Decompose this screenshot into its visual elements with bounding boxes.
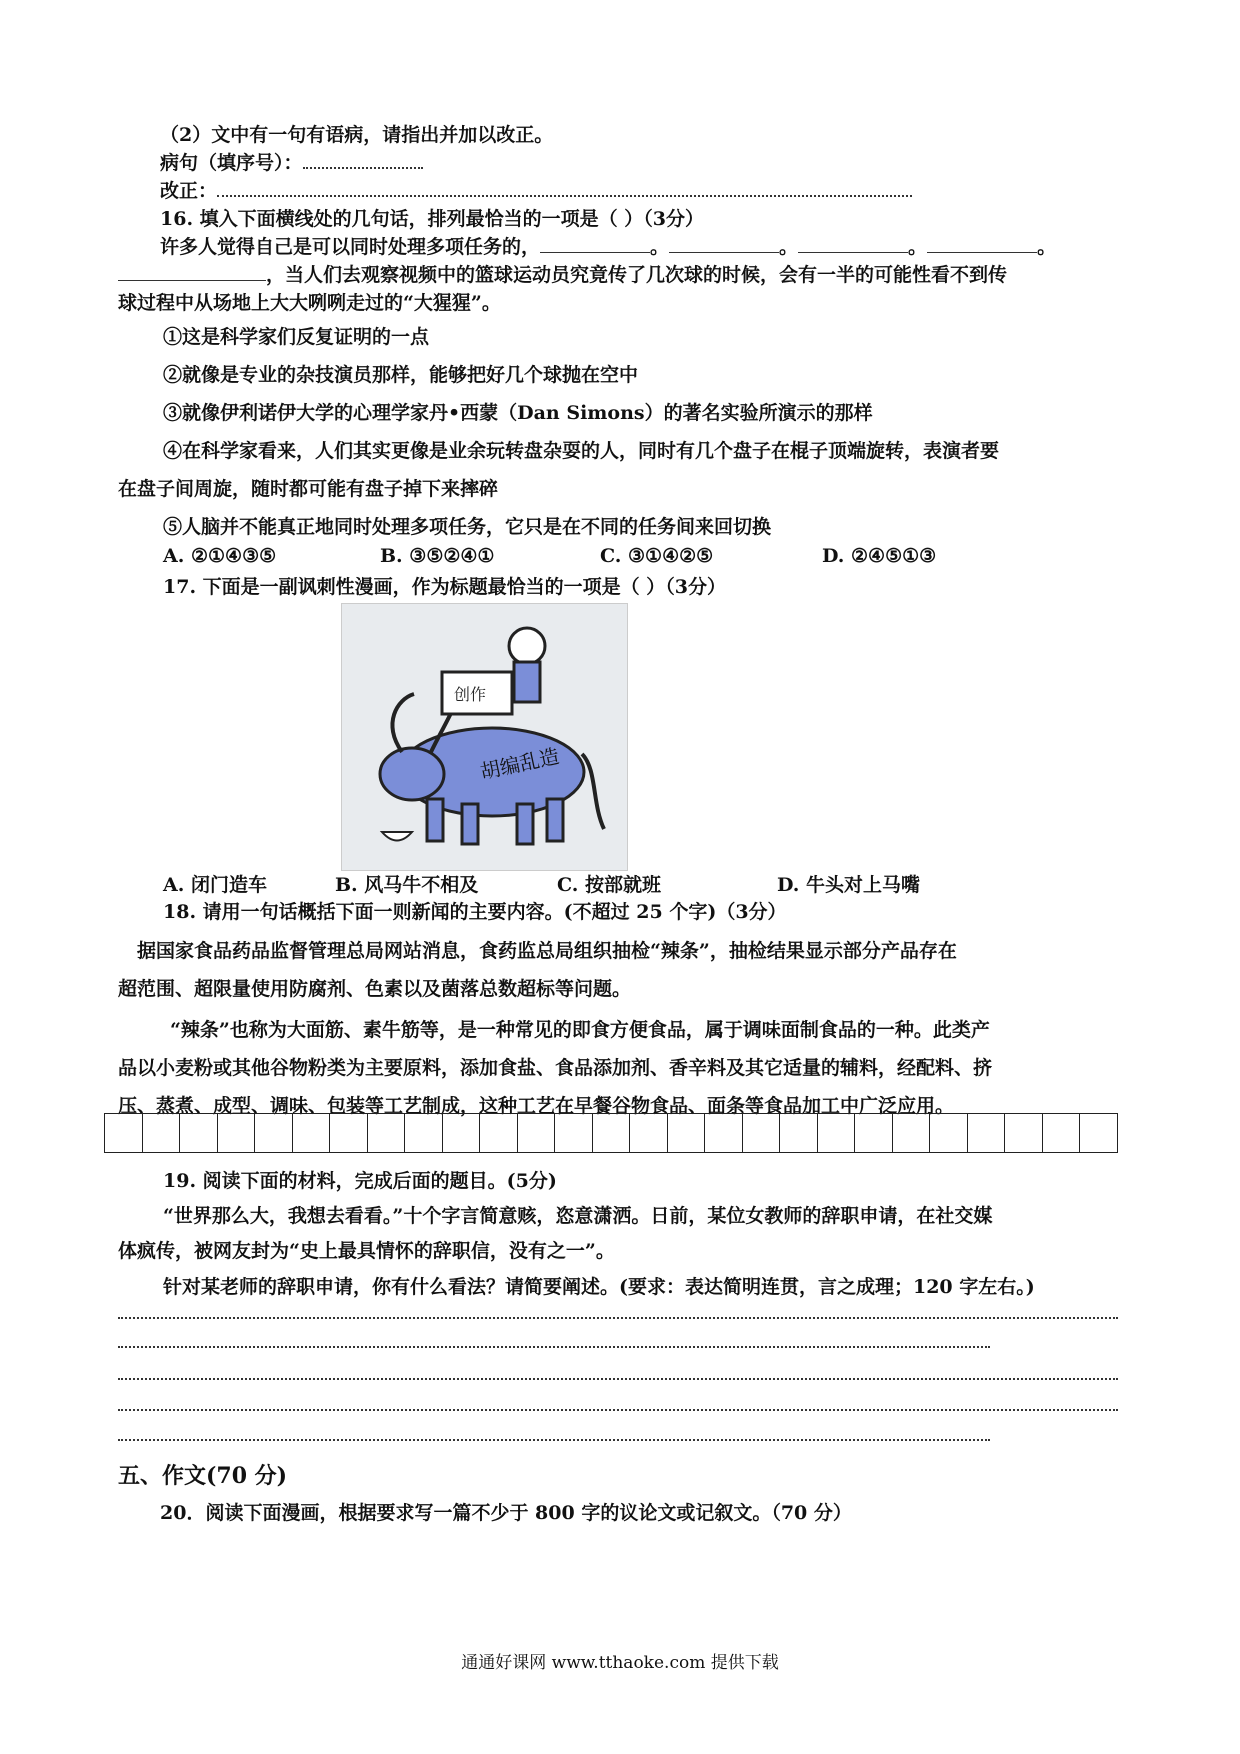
q16-text-line2 (118, 262, 1007, 288)
sick-sentence-answer-line[interactable] (303, 153, 423, 169)
q16-text-start: 许多人觉得自己是可以同时处理多项任务的， (160, 236, 541, 258)
correction-row (160, 178, 912, 204)
q18-para2-line3: 压、蒸煮、成型、调味、包装等工艺制成，这种工艺在早餐谷物食品、面条等食品加工中广泛应用。 (118, 1095, 955, 1117)
answer-grid-cell[interactable] (105, 1114, 143, 1152)
answer-grid-cell[interactable] (143, 1114, 181, 1152)
q16-option-b[interactable]: B. ③⑤②④① (380, 545, 495, 567)
q16-item-2: ②就像是专业的杂技演员那样，能够把好几个球抛在空中 (163, 364, 639, 386)
q16-item-3: ③就像伊利诺伊大学的心理学家丹•西蒙（Dan Simons）的著名实验所演示的那样 (163, 402, 873, 424)
q16-option-d[interactable]: D. ②④⑤①③ (822, 545, 937, 567)
answer-grid-cell[interactable] (930, 1114, 968, 1152)
answer-grid-cell[interactable] (255, 1114, 293, 1152)
q16-blank-1[interactable] (540, 236, 650, 253)
q17-option-b[interactable]: B. 风马牛不相及 (335, 874, 479, 896)
answer-grid-cell[interactable] (743, 1114, 781, 1152)
answer-grid-cell[interactable] (668, 1114, 706, 1152)
q15-2-prompt: （2）文中有一句有语病，请指出并加以改正。 (160, 124, 554, 146)
q16-blank-2[interactable] (669, 236, 779, 253)
page-footer: 通通好课网 www.tthaoke.com 提供下载 (461, 1653, 779, 1673)
correction-label: 改正： (160, 180, 218, 202)
q17-option-a[interactable]: A. 闭门造车 (163, 874, 267, 896)
answer-grid-cell[interactable] (630, 1114, 668, 1152)
answer-grid-cell[interactable] (218, 1114, 256, 1152)
answer-grid-cell[interactable] (968, 1114, 1006, 1152)
q16-text-line1: 许多人觉得自己是可以同时处理多项任务的， 。 。 。 。 (160, 236, 1057, 258)
q16-blank-5[interactable] (118, 264, 266, 281)
answer-grid-cell[interactable] (443, 1114, 481, 1152)
q16-blank-4[interactable] (927, 236, 1037, 253)
q19-task: 针对某老师的辞职申请，你有什么看法？请简要阐述。(要求：表达简明连贯，言之成理；120 字左右。) (163, 1276, 1035, 1298)
answer-grid-cell[interactable] (855, 1114, 893, 1152)
q17-option-d[interactable]: D. 牛头对上马嘴 (777, 874, 921, 896)
answer-grid-cell[interactable] (780, 1114, 818, 1152)
answer-grid-cell[interactable] (405, 1114, 443, 1152)
answer-grid-cell[interactable] (818, 1114, 856, 1152)
q18-para2-line2: 品以小麦粉或其他谷物粉类为主要原料，添加食盐、食品添加剂、香辛料及其它适量的辅料，经配料、挤 (118, 1057, 993, 1079)
sick-sentence-row (160, 150, 423, 176)
q18-answer-grid[interactable] (104, 1113, 1118, 1153)
q19-answer-line[interactable] (118, 1439, 990, 1441)
q19-answer-line[interactable] (118, 1346, 990, 1348)
book-label: 创作 (454, 685, 487, 704)
q18-title: 18. 请用一句话概括下面一则新闻的主要内容。(不超过 25 个字)（3分） (163, 901, 787, 923)
q19-answer-line[interactable] (118, 1409, 1118, 1411)
q16-item-1: ①这是科学家们反复证明的一点 (163, 326, 430, 348)
q17-option-c[interactable]: C. 按部就班 (557, 874, 662, 896)
q17-title: 17. 下面是一副讽刺性漫画，作为标题最恰当的一项是（ ）（3分） (163, 576, 727, 598)
q16-text-line3: 球过程中从场地上大大咧咧走过的“大猩猩”。 (118, 292, 501, 314)
q20-prompt: 20．阅读下面漫画，根据要求写一篇不少于 800 字的议论文或记叙文。（70 分） (160, 1502, 852, 1524)
q16-option-a[interactable]: A. ②①④③⑤ (163, 545, 277, 567)
answer-grid-cell[interactable] (1005, 1114, 1043, 1152)
answer-grid-cell[interactable] (518, 1114, 556, 1152)
writer-head (509, 628, 545, 664)
answer-grid-cell[interactable] (555, 1114, 593, 1152)
ox-label: 胡编乱造 (478, 743, 562, 784)
satirical-cartoon (341, 603, 628, 871)
q16-item-4-cont: 在盘子间周旋，随时都可能有盘子掉下来摔碎 (118, 478, 499, 500)
q16-title: 16. 填入下面横线处的几句话，排列最恰当的一项是（ ）（3分） (160, 208, 705, 230)
sick-sentence-label: 病句（填序号）： (160, 152, 303, 174)
answer-grid-cell[interactable] (1043, 1114, 1081, 1152)
cartoon-ox-writer-illustration (342, 604, 627, 870)
q19-para-line2: 体疯传，被网友封为“史上最具情怀的辞职信，没有之一”。 (118, 1240, 615, 1262)
section-5-heading: 五、作文(70 分) (118, 1463, 288, 1489)
answer-grid-cell[interactable] (593, 1114, 631, 1152)
q16-item-5: ⑤人脑并不能真正地同时处理多项任务，它只是在不同的任务间来回切换 (163, 516, 772, 538)
q18-para2-line1: “辣条”也称为大面筋、素牛筋等，是一种常见的即食方便食品，属于调味面制食品的一种。此类产 (170, 1019, 990, 1041)
q18-para1-line2: 超范围、超限量使用防腐剂、色素以及菌落总数超标等问题。 (118, 978, 632, 1000)
q19-answer-line[interactable] (118, 1378, 1118, 1380)
q18-para1-line1: 据国家食品药品监督管理总局网站消息，食药监总局组织抽检“辣条”，抽检结果显示部分产品存在 (137, 940, 957, 962)
answer-grid-cell[interactable] (368, 1114, 406, 1152)
q16-item-4: ④在科学家看来，人们其实更像是业余玩转盘杂耍的人，同时有几个盘子在棍子顶端旋转，表演者要 (163, 440, 1000, 462)
answer-grid-cell[interactable] (180, 1114, 218, 1152)
q16-option-c[interactable]: C. ③①④②⑤ (600, 545, 714, 567)
q19-para-line1: “世界那么大，我想去看看。”十个字言简意赅，恣意潇洒。日前，某位女教师的辞职申请，在社交媒 (163, 1205, 993, 1227)
q16-text-line2-content: ，当人们去观察视频中的篮球运动员究竟传了几次球的时候，会有一半的可能性看不到传 (266, 264, 1008, 286)
q16-blank-3[interactable] (798, 236, 908, 253)
ox-head (380, 748, 444, 800)
answer-grid-cell[interactable] (893, 1114, 931, 1152)
correction-answer-line[interactable] (217, 181, 912, 197)
q19-title: 19. 阅读下面的材料，完成后面的题目。(5分) (163, 1170, 557, 1192)
answer-grid-cell[interactable] (480, 1114, 518, 1152)
answer-grid-cell[interactable] (1080, 1114, 1117, 1152)
q19-answer-line[interactable] (118, 1317, 1118, 1319)
answer-grid-cell[interactable] (293, 1114, 331, 1152)
answer-grid-cell[interactable] (705, 1114, 743, 1152)
answer-grid-cell[interactable] (330, 1114, 368, 1152)
